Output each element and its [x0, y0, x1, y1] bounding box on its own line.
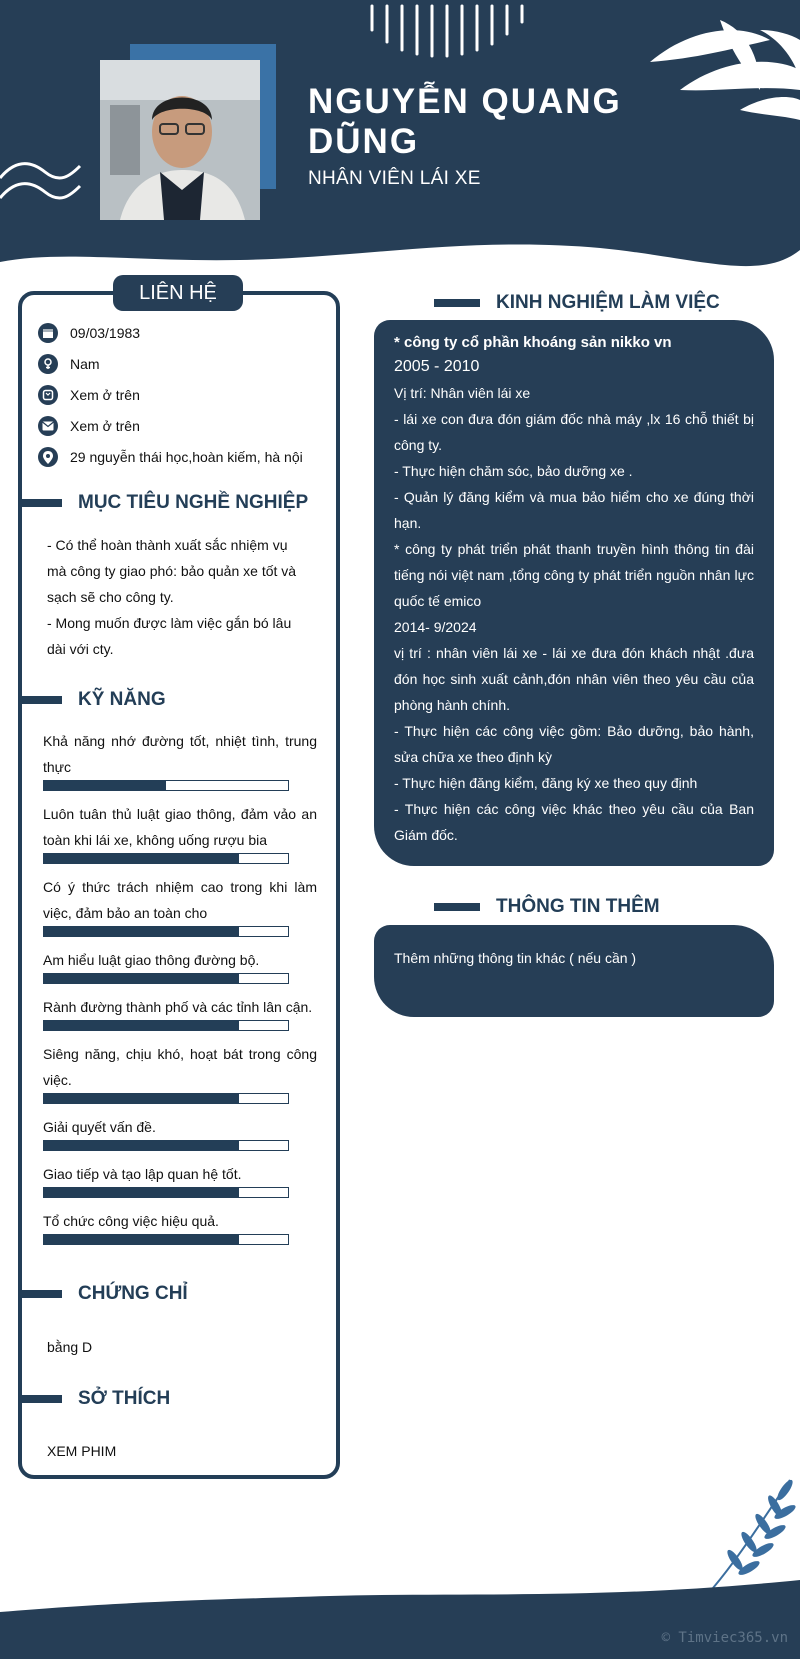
email-icon: [38, 416, 58, 436]
skill-level-bar: [43, 1140, 289, 1151]
contact-value: Xem ở trên: [70, 418, 140, 434]
experience-line: Vị trí: Nhân viên lái xe: [394, 385, 531, 401]
skills-section-title: KỸ NĂNG: [22, 689, 166, 711]
skill-label: Giao tiếp và tạo lập quan hệ tốt.: [43, 1166, 242, 1182]
skill-label: Giải quyết vấn đề.: [43, 1119, 156, 1135]
skill-label: Khả năng nhớ đường tốt, nhiệt tình, trung thực: [43, 733, 317, 775]
objective-text: - Có thể hoàn thành xuất sắc nhiệm vụ mà công ty giao phó: bảo quản xe tốt và sạch sẽ cho công ty. - Mong muốn được làm việc gắn bó lâu dài với cty.: [47, 537, 297, 657]
contact-value: Nam: [70, 356, 100, 372]
skill-label: Tổ chức công việc hiệu quả.: [43, 1213, 219, 1229]
skill-level-bar: [43, 780, 289, 791]
candidate-name: NGUYỄN QUANG DŨNG: [308, 82, 622, 161]
contact-value: 09/03/1983: [70, 325, 141, 341]
gender-icon: [38, 354, 58, 374]
calendar-icon: [38, 323, 58, 343]
experience-section-title: KINH NGHIỆM LÀM VIỆC: [434, 292, 720, 314]
experience-line: - Thực hiện chăm sóc, bảo dưỡng xe .: [394, 463, 633, 479]
leaf-branch-decoration: [705, 1476, 800, 1594]
contact-email: [38, 415, 140, 437]
experience-period: 2005 - 2010: [394, 358, 480, 375]
experience-card: [374, 320, 774, 866]
skill-level-bar: [43, 853, 289, 864]
skill-label: Am hiểu luật giao thông đường bộ.: [43, 952, 260, 968]
contact-address: [38, 446, 303, 468]
experience-line: * công ty phát triển phát thanh truyền hình thông tin đài tiếng nói việt nam ,tổng công ty phát triển nguồn nhân lực quốc tế emico: [394, 541, 754, 609]
location-icon: [38, 447, 58, 467]
experience-line: - Quản lý đăng kiểm và mua bảo hiểm cho xe đúng thời hạn.: [394, 489, 754, 531]
skill-label: Siêng năng, chịu khó, hoạt bát trong công việc.: [43, 1046, 317, 1088]
skill-level-bar: [43, 1234, 289, 1245]
contact-gender: [38, 353, 100, 375]
watermark: © Timviec365.vn: [661, 1630, 788, 1646]
experience-line: - Thực hiện các công việc khác theo yêu cầu của Ban Giám đốc.: [394, 801, 754, 843]
avatar-photo: [100, 60, 260, 220]
contact-section-title: LIÊN HỆ: [113, 275, 243, 311]
extra-info-card: [374, 925, 774, 1017]
skill-level-bar: [43, 1093, 289, 1104]
phone-icon: [38, 385, 58, 405]
skill-level-bar: [43, 926, 289, 937]
experience-line: - Thực hiện các công việc gồm: Bảo dưỡng, bảo hành, sửa chữa xe theo định kỳ: [394, 723, 754, 765]
experience-line: vị trí : nhân viên lái xe - lái xe đưa đón khách nhật .đưa đón học sinh xuất cảnh,đón nhân viên theo yêu cầu của phòng hành chính.: [394, 645, 754, 713]
extra-info-section-title: THÔNG TIN THÊM: [434, 896, 660, 918]
experience-line: - Thực hiện đăng kiểm, đăng ký xe theo quy định: [394, 775, 698, 791]
skill-label: Luôn tuân thủ luật giao thông, đảm vảo an toàn khi lái xe, không uống rượu bia: [43, 806, 317, 848]
certificate-value: bằng D: [47, 1339, 93, 1355]
objective-section-title: MỤC TIÊU NGHỀ NGHIỆP: [22, 492, 308, 514]
experience-line: 2014- 9/2024: [394, 619, 477, 635]
hobby-value: XEM PHIM: [47, 1443, 117, 1459]
contact-value: Xem ở trên: [70, 387, 140, 403]
experience-company: * công ty cổ phần khoáng sản nikko vn: [394, 334, 672, 351]
contact-value: 29 nguyễn thái học,hoàn kiếm, hà nội: [70, 449, 303, 465]
certificates-section-title: CHỨNG CHỈ: [22, 1283, 188, 1305]
skill-level-bar: [43, 1020, 289, 1031]
candidate-job-title: NHÂN VIÊN LÁI XE: [308, 168, 481, 189]
skill-label: Có ý thức trách nhiệm cao trong khi làm việc, đảm bảo an toàn cho: [43, 879, 317, 921]
skill-label: Rành đường thành phố và các tỉnh lân cận.: [43, 999, 313, 1015]
experience-line: - lái xe con đưa đón giám đốc nhà máy ,lx 16 chỗ thiết bị công ty.: [394, 411, 754, 453]
contact-birthdate: [38, 322, 140, 344]
extra-info-text: Thêm những thông tin khác ( nếu cần ): [394, 950, 637, 966]
header: [0, 0, 800, 275]
hobbies-section-title: SỞ THÍCH: [22, 1388, 170, 1410]
skill-level-bar: [43, 973, 289, 984]
skill-level-bar: [43, 1187, 289, 1198]
contact-phone: [38, 384, 140, 406]
footer-background: [0, 1580, 800, 1659]
